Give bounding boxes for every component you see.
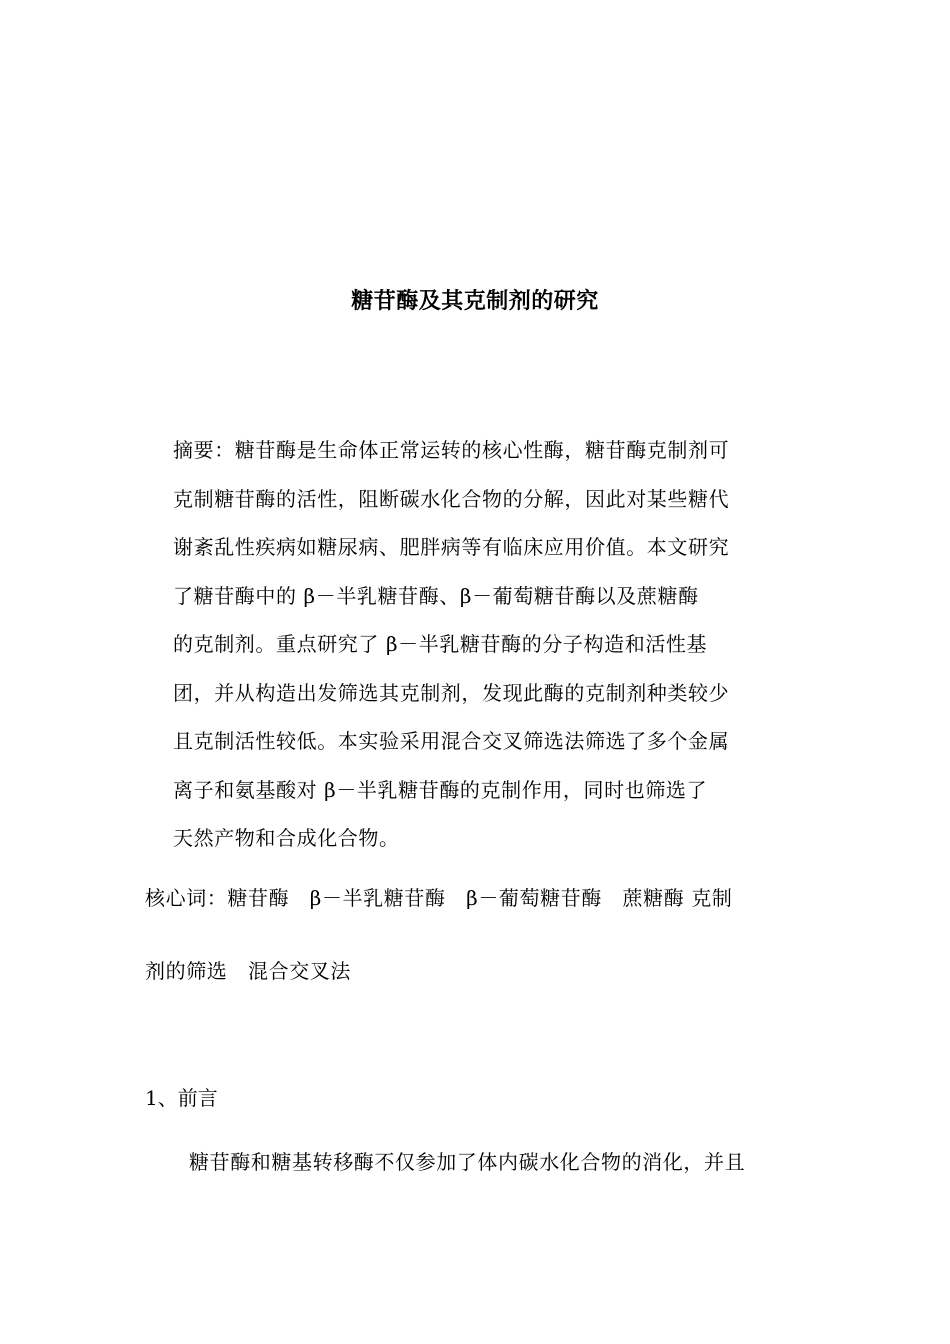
section-heading: 1、前言 xyxy=(145,1086,218,1110)
keywords-line: 核心词：糖苷酶 β－半乳糖苷酶 β－葡萄糖苷酶 蔗糖酶 克制 xyxy=(145,886,733,910)
abstract-line: 离子和氨基酸对 β－半乳糖苷酶的克制作用，同时也筛选了 xyxy=(173,777,708,802)
keywords-line: 剂的筛选 混合交叉法 xyxy=(145,959,351,983)
abstract-line: 摘要：糖苷酶是生命体正常运转的核心性酶，糖苷酶克制剂可 xyxy=(173,438,730,462)
abstract-line: 克制糖苷酶的活性，阻断碳水化合物的分解，因此对某些糖代 xyxy=(173,486,730,511)
abstract-line: 团，并从构造出发筛选其克制剂，发现此酶的克制剂种类较少 xyxy=(173,680,730,705)
abstract-line: 且克制活性较低。本实验采用混合交叉筛选法筛选了多个金属 xyxy=(173,729,730,753)
abstract-line: 谢紊乱性疾病如糖尿病、肥胖病等有临床应用价值。本文研究 xyxy=(173,535,730,559)
abstract-line: 天然产物和合成化合物。 xyxy=(173,826,400,850)
body-paragraph-line: 糖苷酶和糖基转移酶不仅参加了体内碳水化合物的消化，并且 xyxy=(189,1150,746,1174)
keywords xyxy=(145,880,815,1026)
abstract-line: 了糖苷酶中的 β－半乳糖苷酶、β－葡萄糖苷酶以及蔗糖酶 xyxy=(173,583,699,608)
abstract xyxy=(173,432,783,869)
abstract-line: 的克制剂。重点研究了 β－半乳糖苷酶的分子构造和活性基 xyxy=(173,632,708,656)
document-title: 糖苷酶及其克制剂的研究 xyxy=(351,288,599,314)
